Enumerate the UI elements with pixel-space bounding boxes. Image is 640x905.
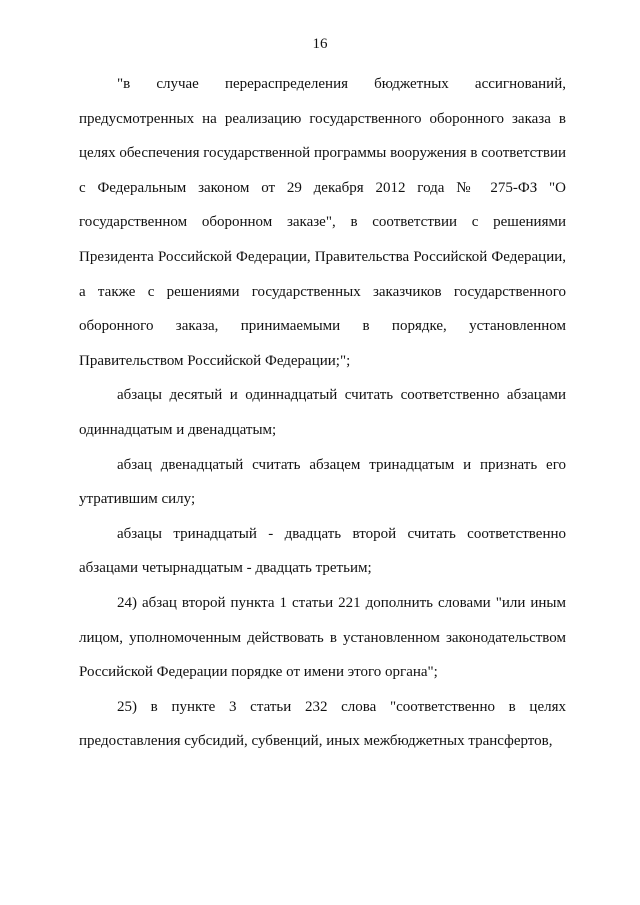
paragraph-renumber-12: абзац двенадцатый считать абзацем тринадцатым и признать его утратившим силу; xyxy=(79,456,566,508)
paragraph-item-25: 25) в пункте 3 статьи 232 слова "соответственно в целях предоставления субсидий, субвенций, иных межбюджетных трансфертов, xyxy=(79,698,566,750)
page-number: 16 xyxy=(312,36,328,52)
paragraph-renumber-10-11: абзацы десятый и одиннадцатый считать соответственно абзацами одиннадцатым и двенадцатым; xyxy=(79,387,566,438)
paragraph-quoted-amendment: "в случае перераспределения бюджетных ассигнований, предусмотренных на реализацию государственного оборонного заказа в целях обеспечения государственной программы вооружения в соответствии с Федеральным законом от 29 декабря 2012 года № 275-ФЗ "О государственном оборонном заказе", в соответствии с решениями Президента Российской Федерации, Правительства Российской Федерации, а также с решениями государственных заказчиков государственного оборонного заказа, принимаемыми в порядке, установленном Правительством Российской Федерации;"; xyxy=(79,76,566,369)
document-body xyxy=(79,67,566,759)
paragraph-item-24: 24) абзац второй пункта 1 статьи 221 дополнить словами "или иным лицом, уполномоченным действовать в установленном законодательством Российской Федерации порядке от имени этого органа"; xyxy=(79,594,566,681)
paragraph-renumber-13-22: абзацы тринадцатый - двадцать второй считать соответственно абзацами четырнадцатым - двадцать третьим; xyxy=(79,525,566,577)
